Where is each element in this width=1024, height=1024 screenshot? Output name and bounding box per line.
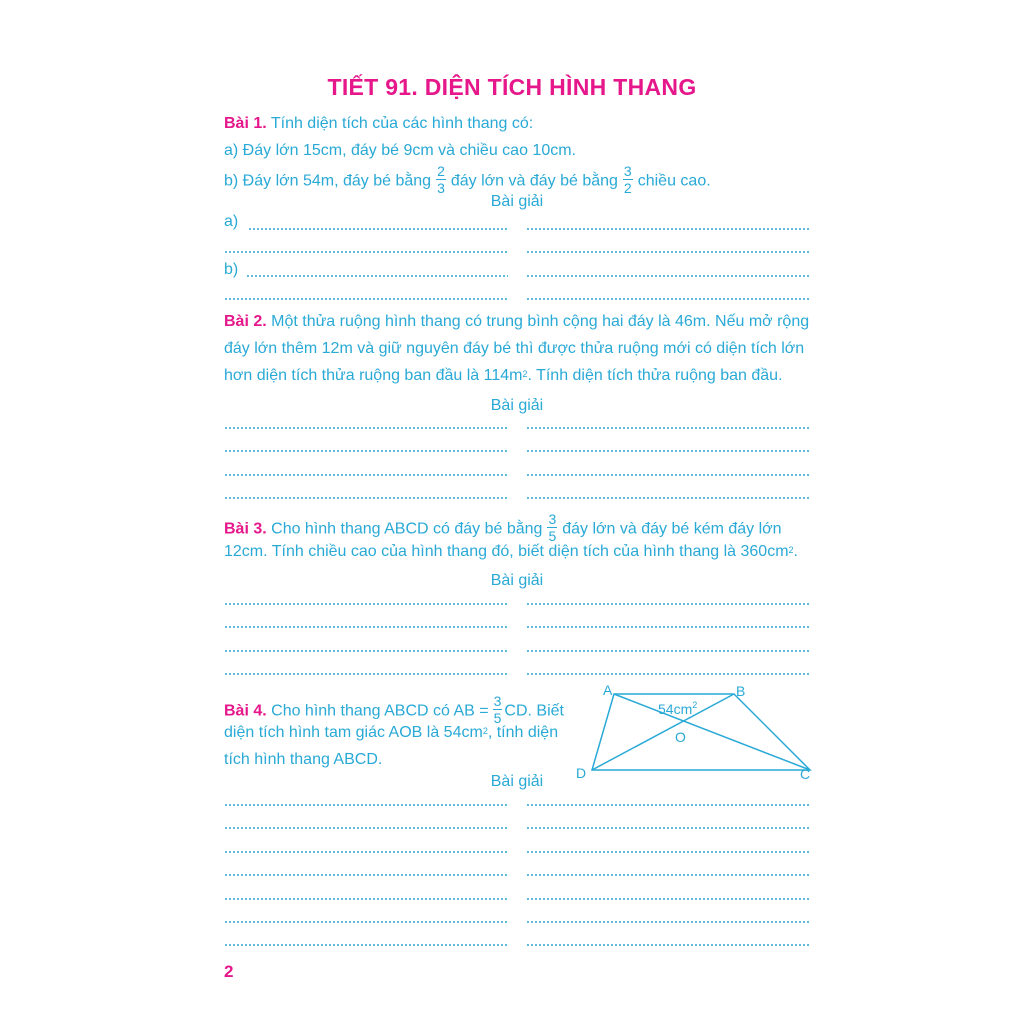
fraction-2-3: [436, 164, 446, 195]
bai3-line-2-start: 12cm. Tính chiều cao của hình thang đó, biết diện tích của hình thang là 360cm: [224, 543, 789, 560]
answer-line[interactable]: [224, 874, 508, 876]
superscript: 2: [482, 726, 488, 736]
bai2-label: Bài 2.: [224, 313, 267, 330]
fraction-3-5: [493, 694, 503, 725]
bai1-solution-heading: Bài giải: [490, 193, 544, 210]
answer-line[interactable]: [224, 944, 508, 946]
answer-line[interactable]: [224, 251, 508, 253]
intersection-label-o: O: [675, 729, 686, 745]
answer-line[interactable]: [224, 603, 508, 605]
answer-line[interactable]: [526, 298, 810, 300]
fraction-numerator: 3: [623, 163, 632, 179]
bai2-line-1-body: Một thửa ruộng hình thang có trung bình cộng hai đáy là 46m. Nếu mở rộng: [266, 313, 810, 330]
bai1-b-mid: đáy lớn và đáy bé bằng: [450, 172, 618, 190]
answer-line[interactable]: [246, 275, 508, 277]
bai3-line-1-end: đáy lớn và đáy bé kém đáy lớn: [562, 520, 782, 538]
answer-line[interactable]: [224, 673, 508, 675]
fraction-denominator: 2: [623, 180, 632, 196]
answer-line[interactable]: [526, 450, 810, 452]
answer-line[interactable]: [526, 827, 810, 829]
bai1-prompt: [224, 114, 533, 134]
fraction-numerator: 3: [548, 511, 557, 527]
answer-line[interactable]: [224, 898, 508, 900]
answer-line[interactable]: [248, 228, 508, 230]
answer-line[interactable]: [526, 275, 810, 277]
fraction-denominator: 3: [437, 180, 445, 196]
answer-line[interactable]: [224, 921, 508, 923]
answer-line[interactable]: [526, 874, 810, 876]
fraction-denominator: 5: [493, 710, 502, 726]
vertex-label-c: C: [800, 766, 811, 782]
bai3-line-1: [224, 511, 782, 545]
fraction-numerator: 2: [437, 163, 445, 179]
page-title: TIẾT 91. DIỆN TÍCH HÌNH THANG: [327, 74, 697, 100]
answer-line[interactable]: [526, 650, 810, 652]
answer-line[interactable]: [526, 898, 810, 900]
answer-line[interactable]: [224, 827, 508, 829]
area-value: 54cm: [658, 701, 693, 717]
bai1-question: Tính diện tích của các hình thang có:: [266, 115, 534, 132]
page-number: 2: [224, 962, 234, 981]
vertex-label-d: D: [576, 765, 587, 781]
area-label: [658, 700, 697, 717]
answer-line[interactable]: [526, 497, 810, 499]
bai2-line-1-text: [224, 312, 809, 332]
answer-line[interactable]: [224, 427, 508, 429]
superscript: 2: [788, 545, 794, 555]
answer-line[interactable]: [526, 228, 810, 230]
answer-line[interactable]: [526, 851, 810, 853]
bai4-line-1-start: Cho hình thang ABCD có AB =: [266, 702, 489, 720]
fraction-denominator: 5: [548, 528, 557, 544]
bai2-solution-heading: Bài giải: [490, 397, 544, 414]
vertex-label-b: B: [736, 683, 746, 699]
fraction-3-2: [623, 164, 633, 195]
answer-line[interactable]: [526, 603, 810, 605]
fraction-numerator: 3: [493, 693, 502, 709]
trapezoid-abcd: [592, 694, 810, 770]
bai2-line-3: [224, 366, 783, 386]
answer-line[interactable]: [224, 626, 508, 628]
bai3-solution-heading: Bài giải: [490, 572, 544, 589]
answer-line[interactable]: [224, 804, 508, 806]
bai4-line-1-end: CD. Biết: [504, 702, 564, 720]
answer-line[interactable]: [526, 921, 810, 923]
answer-line[interactable]: [526, 944, 810, 946]
bai4-line-2-start: diện tích hình tam giác AOB là 54cm: [224, 724, 483, 741]
bai1-prefix-a: a): [224, 213, 239, 230]
vertex-label-a: A: [603, 682, 613, 698]
answer-line[interactable]: [526, 251, 810, 253]
bai4-line-3: tích hình thang ABCD.: [224, 751, 383, 768]
answer-line[interactable]: [224, 497, 508, 499]
answer-line[interactable]: [526, 673, 810, 675]
bai1-prefix-b: b): [224, 261, 239, 278]
answer-line[interactable]: [526, 626, 810, 628]
answer-line[interactable]: [224, 450, 508, 452]
bai2-line-2: đáy lớn thêm 12m và giữ nguyên đáy bé thì được thửa ruộng mới có diện tích lớn: [224, 340, 805, 357]
area-superscript: 2: [692, 700, 698, 710]
answer-line[interactable]: [526, 427, 810, 429]
bai3-line-1-start: Cho hình thang ABCD có đáy bé bằng: [266, 520, 543, 538]
bai4-line-2-end: , tính diện: [487, 724, 559, 741]
bai1-label: Bài 1.: [224, 115, 267, 132]
bai2-line-3-end: . Tính diện tích thửa ruộng ban đầu.: [527, 367, 783, 384]
bai1-part-a: a) Đáy lớn 15cm, đáy bé 9cm và chiều cao 10cm.: [224, 142, 576, 159]
answer-line[interactable]: [526, 474, 810, 476]
answer-line[interactable]: [224, 650, 508, 652]
bai3-line-2: [224, 542, 798, 562]
bai4-line-2: [224, 723, 558, 743]
answer-line[interactable]: [526, 804, 810, 806]
answer-line[interactable]: [224, 298, 508, 300]
bai4-label: Bài 4.: [224, 702, 267, 720]
bai3-label: Bài 3.: [224, 520, 267, 538]
fraction-3-5: [547, 512, 557, 543]
bai2-line-1: [224, 312, 810, 332]
bai1-b-start: b) Đáy lớn 54m, đáy bé bằng: [224, 172, 432, 190]
answer-line[interactable]: [224, 851, 508, 853]
answer-line[interactable]: [224, 474, 508, 476]
bai4-solution-heading: Bài giải: [490, 773, 544, 790]
superscript: 2: [522, 369, 528, 379]
bai1-b-end: chiều cao.: [637, 172, 711, 190]
bai2-line-3-start: hơn diện tích thửa ruộng ban đầu là 114m: [224, 367, 523, 384]
bai3-line-2-end: .: [793, 543, 798, 560]
